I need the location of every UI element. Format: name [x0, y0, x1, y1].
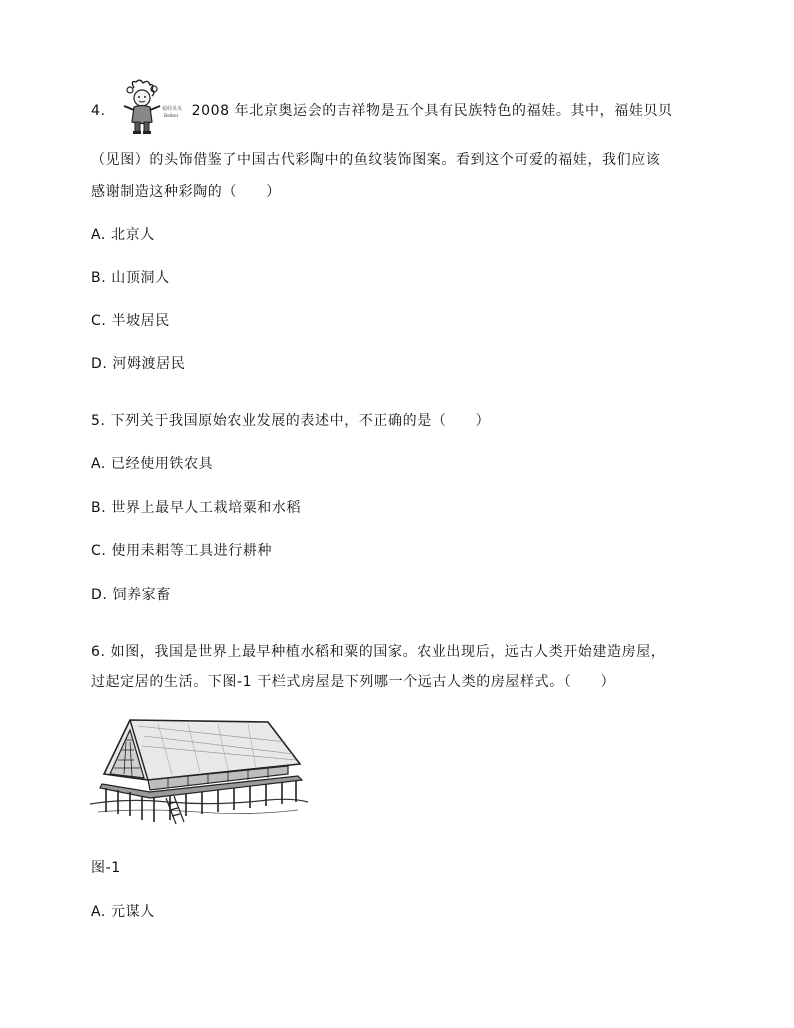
question-4-number: 4.	[91, 103, 106, 119]
figure-1-label: 图-1	[91, 860, 121, 876]
question-5-option-b: B. 世界上最早人工栽培粟和水稻	[91, 500, 302, 516]
question-4-line-2: （见图）的头饰借鉴了中国古代彩陶中的鱼纹装饰图案。看到这个可爱的福娃，我们应该	[91, 152, 661, 168]
fuwa-beibei-mascot-image	[112, 78, 190, 140]
fuwa-mascot-drawing	[112, 78, 190, 140]
question-6-line-1: 6. 如图，我国是世界上最早种植水稻和粟的国家。农业出现后，远古人类开始建造房屋，	[91, 644, 666, 660]
stilt-house-figure	[88, 712, 310, 830]
question-6-option-a: A. 元谋人	[91, 904, 155, 920]
question-4-line-3: 感谢制造这种彩陶的（ ）	[91, 184, 281, 200]
question-4-option-c: C. 半坡居民	[91, 313, 170, 329]
mascot-caption-cn: 福娃贝贝	[161, 106, 182, 112]
stilt-house-drawing	[88, 712, 310, 830]
question-4-option-b: B. 山顶洞人	[91, 270, 170, 286]
question-4-option-d: D. 河姆渡居民	[91, 356, 186, 372]
mascot-caption-en: Beibei	[163, 114, 178, 119]
question-5-option-a: A. 已经使用铁农具	[91, 456, 214, 472]
question-6-line-2: 过起定居的生活。下图-1 干栏式房屋是下列哪一个远古人类的房屋样式。（ ）	[91, 674, 616, 690]
question-4-stem-first-line	[91, 80, 673, 140]
question-5-stem: 5. 下列关于我国原始农业发展的表述中，不正确的是（ ）	[91, 413, 491, 429]
question-5-option-d: D. 饲养家畜	[91, 587, 171, 603]
question-4-line-1: 2008 年北京奥运会的吉祥物是五个具有民族特色的福娃。其中，福娃贝贝	[191, 103, 673, 119]
question-4-option-a: A. 北京人	[91, 227, 155, 243]
question-5-option-c: C. 使用耒耜等工具进行耕种	[91, 543, 273, 559]
